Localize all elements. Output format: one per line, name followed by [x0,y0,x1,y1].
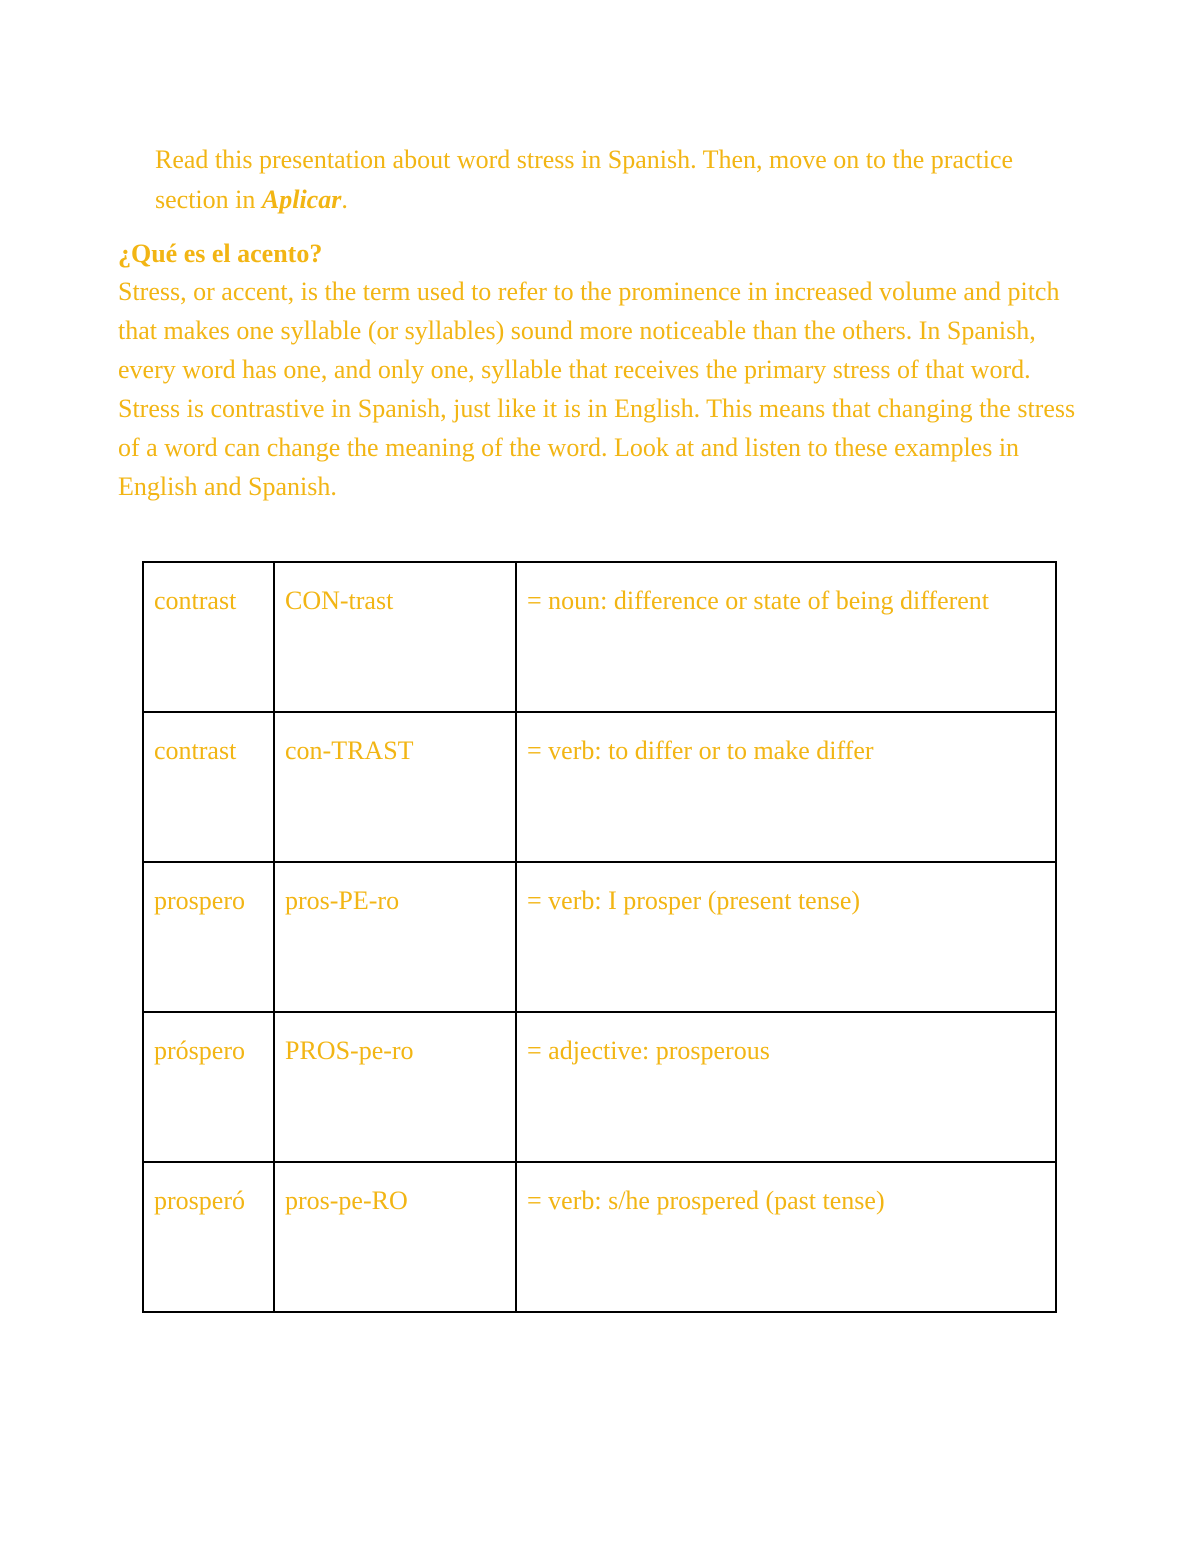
table-row [143,1162,1056,1312]
meaning-cell: = verb: I prosper (present tense) [516,862,1056,1012]
table-row [143,1012,1056,1162]
stress-examples-table [142,561,1057,1313]
table-row [143,712,1056,862]
intro-text-end: . [341,185,348,214]
meaning-cell: = verb: to differ or to make differ [516,712,1056,862]
syllables-cell: pros-pe-RO [274,1162,516,1312]
word-cell: próspero [143,1012,274,1162]
section-heading: ¿Qué es el acento? [118,239,323,268]
intro-emphasis: Aplicar [261,185,342,214]
syllables-cell: pros-PE-ro [274,862,516,1012]
meaning-cell: = adjective: prosperous [516,1012,1056,1162]
intro-paragraph [155,140,1075,220]
word-cell: prospero [143,862,274,1012]
syllables-cell: PROS-pe-ro [274,1012,516,1162]
syllables-cell: con-TRAST [274,712,516,862]
syllables-cell: CON-trast [274,562,516,712]
word-cell: contrast [143,712,274,862]
word-cell: contrast [143,562,274,712]
word-cell: prosperó [143,1162,274,1312]
table-row [143,562,1056,712]
meaning-cell: = noun: difference or state of being different [516,562,1056,712]
section-body: Stress, or accent, is the term used to refer to the prominence in increased volume and pitch that makes one syllable (or syllables) sound more noticeable than the others. In Spanish, every word has one, and only one, syllable that receives the primary stress of that word. Stress is contrastive in Spanish, just like it is in English. This means that changing the stress of a word can change the meaning of the word. Look at and listen to these examples in English and Spanish. [118,277,1076,501]
intro-text: Read this presentation about word stress in Spanish. Then, move on to the practice section in [155,145,1014,214]
meaning-cell: = verb: s/he prospered (past tense) [516,1162,1056,1312]
table-row [143,862,1056,1012]
